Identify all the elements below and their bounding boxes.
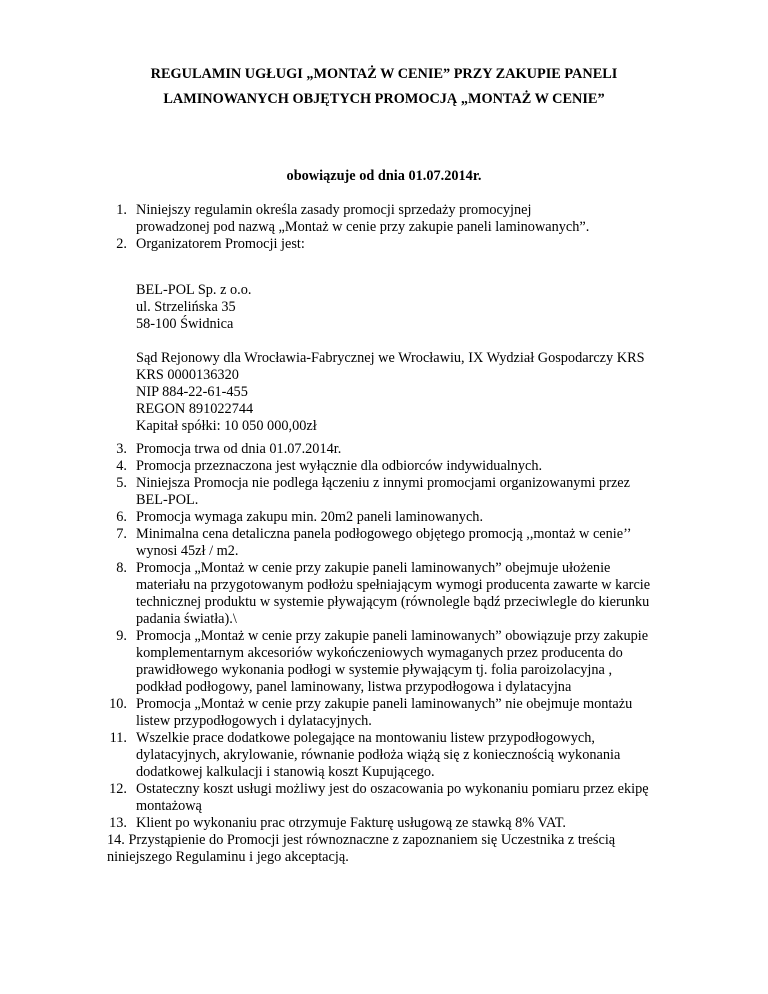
list-item-text: dylatacyjnych, akrylowanie, równanie podłoża wiążą się z koniecznością wykonania bbox=[136, 747, 621, 763]
organizer-registry-line: NIP 884-22-61-455 bbox=[136, 384, 248, 400]
list-item-text: Promocja „Montaż w cenie przy zakupie paneli laminowanych” obejmuje ułożenie bbox=[136, 560, 611, 576]
list-item-text: Organizatorem Promocji jest: bbox=[136, 236, 305, 252]
list-item-number: 11. bbox=[109, 730, 127, 746]
list-item-number: 6. bbox=[116, 509, 127, 525]
list-item-text: wynosi 45zł / m2. bbox=[136, 543, 239, 559]
organizer-address-line: 58-100 Świdnica bbox=[136, 316, 234, 332]
organizer-registry-line: KRS 0000136320 bbox=[136, 367, 239, 383]
list-item-number: 13. bbox=[109, 815, 127, 831]
effective-date: obowiązuje od dnia 01.07.2014r. bbox=[286, 168, 482, 184]
document-title-line-1: REGULAMIN UGŁUGI „MONTAŻ W CENIE” PRZY ZAKUPIE PANELI bbox=[150, 66, 618, 82]
list-item-number: 2. bbox=[116, 236, 127, 252]
list-item-text: Ostateczny koszt usługi możliwy jest do oszacowania po wykonaniu pomiaru przez ekipę bbox=[136, 781, 649, 797]
list-item-text: Promocja wymaga zakupu min. 20m2 paneli laminowanych. bbox=[136, 509, 484, 525]
list-item-text: komplementarnym akcesoriów wykończeniowych wymaganych przez producenta do bbox=[136, 645, 623, 661]
document-title-line-2: LAMINOWANYCH OBJĘTYCH PROMOCJĄ „MONTAŻ W CENIE” bbox=[163, 91, 605, 107]
final-item-text: niniejszego Regulaminu i jego akceptacją. bbox=[107, 849, 349, 865]
list-item-text: Niniejszy regulamin określa zasady promocji sprzedaży promocyjnej bbox=[136, 202, 532, 218]
list-item-text: BEL-POL. bbox=[136, 492, 199, 508]
final-item-text: 14. Przystąpienie do Promocji jest równoznaczne z zapoznaniem się Uczestnika z treścią bbox=[107, 832, 616, 848]
list-item-number: 3. bbox=[116, 441, 127, 457]
list-item-text: Promocja „Montaż w cenie przy zakupie paneli laminowanych” nie obejmuje montażu bbox=[136, 696, 633, 712]
list-item-text: montażową bbox=[136, 798, 202, 814]
list-item-text: technicznej produktu w systemie pływającym (równolegle bądź przeciwlegle do kierunku bbox=[136, 594, 650, 610]
list-item-number: 5. bbox=[116, 475, 127, 491]
organizer-address-line: BEL-POL Sp. z o.o. bbox=[136, 282, 252, 298]
list-item-text: materiału na przygotowanym podłożu spełniającym wymogi producenta zawarte w karcie bbox=[136, 577, 651, 593]
list-item-text: Minimalna cena detaliczna panela podłogowego objętego promocją ,,montaż w cenie’’ bbox=[136, 526, 632, 542]
list-item-number: 7. bbox=[116, 526, 127, 542]
list-item-text: dodatkowej kalkulacji i stanowią koszt Kupującego. bbox=[136, 764, 435, 780]
organizer-address-line: ul. Strzelińska 35 bbox=[136, 299, 236, 315]
list-item-number: 9. bbox=[116, 628, 127, 644]
organizer-registry-line: REGON 891022744 bbox=[136, 401, 254, 417]
list-item-number: 10. bbox=[109, 696, 127, 712]
list-item-text: Niniejsza Promocja nie podlega łączeniu z innymi promocjami organizowanymi przez bbox=[136, 475, 631, 491]
list-item-number: 8. bbox=[116, 560, 127, 576]
list-item-text: Promocja przeznaczona jest wyłącznie dla odbiorców indywidualnych. bbox=[136, 458, 543, 474]
list-item-number: 12. bbox=[109, 781, 127, 797]
list-item-text: Klient po wykonaniu prac otrzymuje Fakturę usługową ze stawką 8% VAT. bbox=[136, 815, 567, 831]
list-item-text: Wszelkie prace dodatkowe polegające na montowaniu listew przypodłogowych, bbox=[136, 730, 595, 746]
list-item-text: prowadzonej pod nazwą „Montaż w cenie przy zakupie paneli laminowanych”. bbox=[136, 219, 590, 235]
list-item-text: listew przypodłogowych i dylatacyjnych. bbox=[136, 713, 372, 729]
list-item-text: podkład podłogowy, panel laminowany, listwa przypodłogowa i dylatacyjna bbox=[136, 679, 572, 695]
organizer-registry-line: Kapitał spółki: 10 050 000,00zł bbox=[136, 418, 317, 434]
list-item-number: 4. bbox=[116, 458, 127, 474]
list-item-text: prawidłowego wykonania podłogi w systemie pływającym tj. folia paroizolacyjna , bbox=[136, 662, 613, 678]
organizer-registry-line: Sąd Rejonowy dla Wrocławia-Fabrycznej we Wrocławiu, IX Wydział Gospodarczy KRS bbox=[136, 350, 645, 366]
list-item-number: 1. bbox=[116, 202, 127, 218]
list-item-text: padania światła).\ bbox=[136, 611, 237, 627]
list-item-text: Promocja trwa od dnia 01.07.2014r. bbox=[136, 441, 342, 457]
list-item-text: Promocja „Montaż w cenie przy zakupie paneli laminowanych” obowiązuje przy zakupie bbox=[136, 628, 649, 644]
